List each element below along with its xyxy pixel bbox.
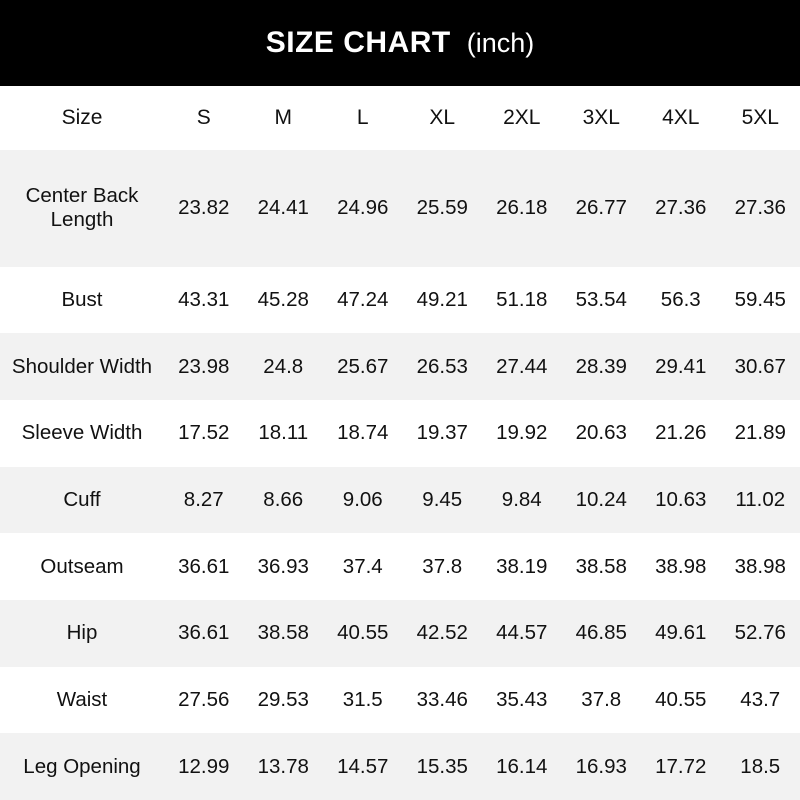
- table-cell: 26.53: [403, 333, 483, 400]
- table-cell: 26.77: [562, 150, 642, 267]
- table-cell: 24.96: [323, 150, 403, 267]
- table-cell: 24.41: [244, 150, 324, 267]
- table-cell: 37.4: [323, 533, 403, 600]
- table-cell: 29.41: [641, 333, 721, 400]
- header-size-s: S: [164, 86, 244, 150]
- header-size-5xl: 5XL: [721, 86, 800, 150]
- table-cell: 28.39: [562, 333, 642, 400]
- table-row: [0, 667, 800, 734]
- table-row: [0, 267, 800, 334]
- table-cell: 51.18: [482, 267, 562, 334]
- table-body: [0, 150, 800, 800]
- table-cell: 52.76: [721, 600, 800, 667]
- row-label: Sleeve Width: [0, 400, 164, 467]
- table-cell: 9.84: [482, 467, 562, 534]
- header-size-2xl: 2XL: [482, 86, 562, 150]
- row-label: Cuff: [0, 467, 164, 534]
- table-cell: 40.55: [323, 600, 403, 667]
- header-size-l: L: [323, 86, 403, 150]
- table-cell: 15.35: [403, 733, 483, 800]
- table-row: [0, 600, 800, 667]
- header-row: [0, 86, 800, 150]
- table-header: [0, 86, 800, 150]
- table-cell: 10.24: [562, 467, 642, 534]
- header-size-3xl: 3XL: [562, 86, 642, 150]
- table-cell: 43.7: [721, 667, 800, 734]
- table-cell: 36.61: [164, 533, 244, 600]
- table-cell: 38.98: [721, 533, 800, 600]
- table-cell: 25.59: [403, 150, 483, 267]
- table-cell: 17.52: [164, 400, 244, 467]
- table-cell: 36.61: [164, 600, 244, 667]
- table-cell: 49.61: [641, 600, 721, 667]
- table-cell: 29.53: [244, 667, 324, 734]
- table-row: [0, 333, 800, 400]
- table-cell: 11.02: [721, 467, 800, 534]
- table-cell: 18.11: [244, 400, 324, 467]
- table-cell: 27.56: [164, 667, 244, 734]
- table-cell: 36.93: [244, 533, 324, 600]
- table-cell: 37.8: [562, 667, 642, 734]
- table-cell: 19.92: [482, 400, 562, 467]
- row-label: Outseam: [0, 533, 164, 600]
- table-cell: 38.98: [641, 533, 721, 600]
- row-label: Shoulder Width: [0, 333, 164, 400]
- table-cell: 38.58: [562, 533, 642, 600]
- table-cell: 33.46: [403, 667, 483, 734]
- unit-label: (inch): [466, 27, 535, 58]
- table-cell: 8.27: [164, 467, 244, 534]
- table-cell: 13.78: [244, 733, 324, 800]
- table-cell: 38.58: [244, 600, 324, 667]
- table-cell: 16.93: [562, 733, 642, 800]
- row-label: Bust: [0, 267, 164, 334]
- table-cell: 12.99: [164, 733, 244, 800]
- table-cell: 18.74: [323, 400, 403, 467]
- chart-title-bar: [0, 0, 800, 86]
- header-size-xl: XL: [403, 86, 483, 150]
- table-row: [0, 150, 800, 267]
- table-cell: 47.24: [323, 267, 403, 334]
- row-label: Leg Opening: [0, 733, 164, 800]
- table-cell: 46.85: [562, 600, 642, 667]
- header-size-m: M: [244, 86, 324, 150]
- table-cell: 30.67: [721, 333, 800, 400]
- table-cell: 27.44: [482, 333, 562, 400]
- table-cell: 23.98: [164, 333, 244, 400]
- table-row: [0, 400, 800, 467]
- header-size-4xl: 4XL: [641, 86, 721, 150]
- row-label: Center Back Length: [0, 150, 164, 267]
- table-cell: 24.8: [244, 333, 324, 400]
- table-cell: 9.06: [323, 467, 403, 534]
- header-size-label: Size: [0, 86, 164, 150]
- table-cell: 10.63: [641, 467, 721, 534]
- row-label: Waist: [0, 667, 164, 734]
- table-row: [0, 467, 800, 534]
- table-cell: 35.43: [482, 667, 562, 734]
- table-cell: 26.18: [482, 150, 562, 267]
- table-cell: 45.28: [244, 267, 324, 334]
- table-cell: 56.3: [641, 267, 721, 334]
- table-cell: 42.52: [403, 600, 483, 667]
- table-cell: 8.66: [244, 467, 324, 534]
- table-row: [0, 533, 800, 600]
- table-cell: 31.5: [323, 667, 403, 734]
- table-cell: 14.57: [323, 733, 403, 800]
- table-cell: 25.67: [323, 333, 403, 400]
- table-cell: 49.21: [403, 267, 483, 334]
- table-cell: 43.31: [164, 267, 244, 334]
- table-cell: 27.36: [641, 150, 721, 267]
- table-cell: 53.54: [562, 267, 642, 334]
- table-cell: 40.55: [641, 667, 721, 734]
- measurements-table: [0, 86, 800, 800]
- table-cell: 9.45: [403, 467, 483, 534]
- table-cell: 16.14: [482, 733, 562, 800]
- table-cell: 19.37: [403, 400, 483, 467]
- table-cell: 38.19: [482, 533, 562, 600]
- table-cell: 37.8: [403, 533, 483, 600]
- table-row: [0, 733, 800, 800]
- table-cell: 44.57: [482, 600, 562, 667]
- page-title: SIZE CHART: [265, 26, 451, 59]
- table-cell: 20.63: [562, 400, 642, 467]
- table-cell: 59.45: [721, 267, 800, 334]
- table-cell: 23.82: [164, 150, 244, 267]
- table-cell: 27.36: [721, 150, 800, 267]
- table-cell: 21.89: [721, 400, 800, 467]
- table-cell: 17.72: [641, 733, 721, 800]
- row-label: Hip: [0, 600, 164, 667]
- table-cell: 21.26: [641, 400, 721, 467]
- table-cell: 18.5: [721, 733, 800, 800]
